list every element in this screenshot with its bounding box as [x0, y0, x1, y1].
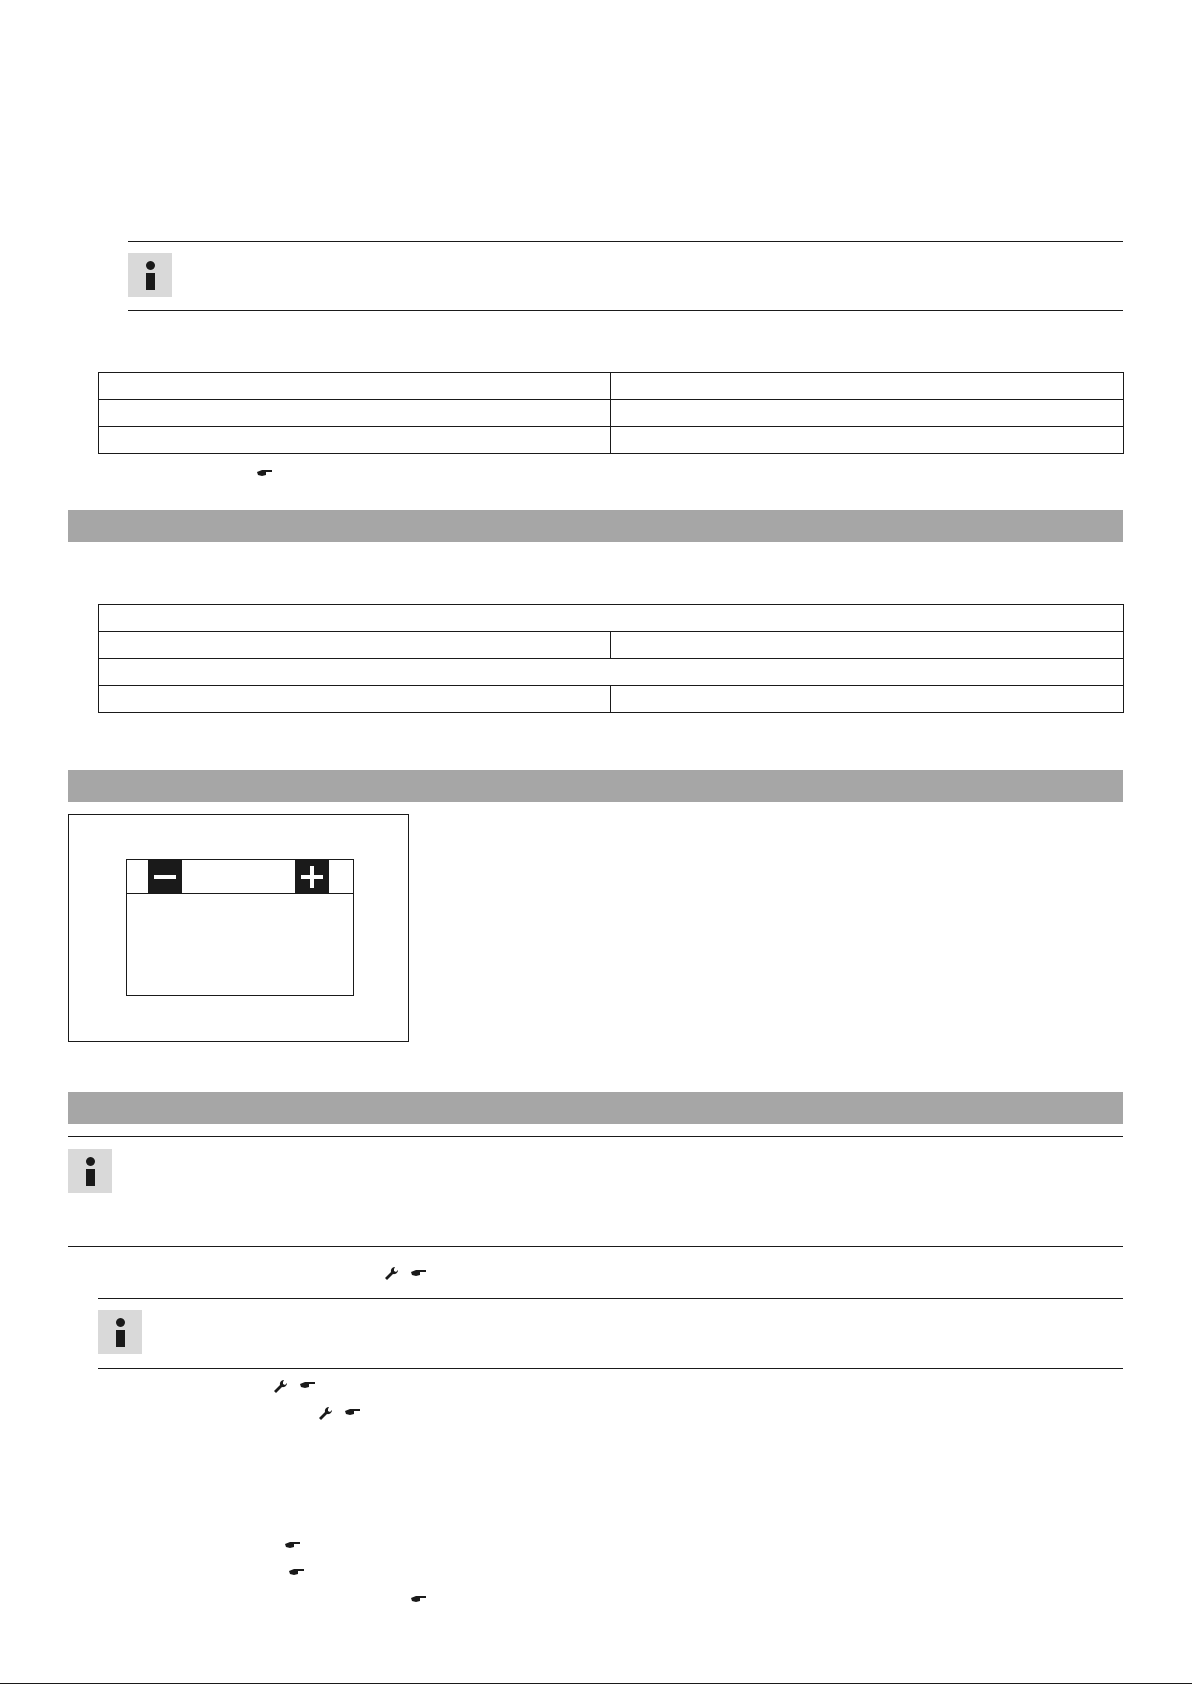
note-2-bottom-rule: [68, 1246, 1123, 1247]
pointing-hand-icon[interactable]: [284, 1539, 302, 1551]
note-2-top-rule: [68, 1136, 1123, 1137]
table-row: [99, 427, 1124, 454]
table-row: [99, 605, 1124, 632]
table-cell: [99, 400, 611, 427]
table-cell: [99, 632, 611, 659]
table-1: [98, 372, 1124, 454]
section-header-band: [68, 1092, 1123, 1124]
table-cell: [611, 400, 1124, 427]
pointing-hand-icon[interactable]: [344, 1406, 362, 1418]
table-cell: [99, 373, 611, 400]
table-cell: [99, 659, 1124, 686]
wrench-icon[interactable]: [384, 1266, 400, 1282]
table-cell: [611, 632, 1124, 659]
pointing-hand-icon[interactable]: [288, 1566, 306, 1578]
pointing-hand-icon[interactable]: [410, 1593, 428, 1605]
table-row: [99, 686, 1124, 713]
table-row: [99, 400, 1124, 427]
section-header-band: [68, 510, 1123, 542]
plus-key-icon[interactable]: [295, 860, 329, 894]
minus-key-icon[interactable]: [148, 860, 182, 894]
wrench-icon[interactable]: [318, 1406, 334, 1422]
table-row: [99, 659, 1124, 686]
note-3-bottom-rule: [98, 1368, 1123, 1369]
table-cell: [99, 605, 1124, 632]
table-cell: [611, 373, 1124, 400]
section-header-band: [68, 770, 1123, 802]
table-2: [98, 604, 1124, 713]
pointing-hand-icon[interactable]: [256, 467, 274, 479]
info-icon: [68, 1149, 112, 1193]
pointing-hand-icon[interactable]: [299, 1379, 317, 1391]
note-1-bottom-rule: [128, 310, 1123, 311]
pointing-hand-icon[interactable]: [410, 1267, 428, 1279]
page-bottom-rule: [0, 1683, 1192, 1684]
info-icon: [128, 253, 172, 297]
table-row: [99, 632, 1124, 659]
table-cell: [99, 686, 611, 713]
table-cell: [611, 427, 1124, 454]
info-icon: [98, 1310, 142, 1354]
table-cell: [611, 686, 1124, 713]
note-3-top-rule: [98, 1298, 1123, 1299]
table-row: [99, 373, 1124, 400]
wrench-icon[interactable]: [273, 1379, 289, 1395]
note-1-top-rule: [128, 241, 1123, 242]
display-screen: [126, 859, 354, 996]
table-cell: [99, 427, 611, 454]
